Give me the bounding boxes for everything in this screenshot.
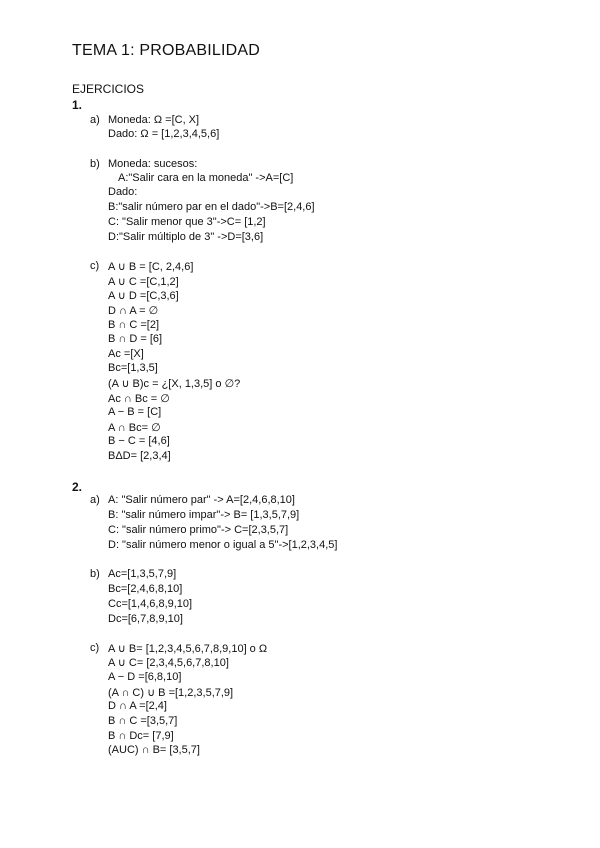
part-label: a) [90,494,100,506]
text-line: B ∩ C =[2] [108,319,160,331]
text-line: (A ∪ B)c = ¿[X, 1,3,5] o ∅? [108,378,241,390]
text-line: A:"Salir cara en la moneda" ->A=[C] [118,172,294,184]
part-label: b) [90,568,100,580]
text-line: A ∪ B = [C, 2,4,6] [108,261,194,273]
exercise-number: 2. [72,480,83,494]
text-line: Dc=[6,7,8,9,10] [108,613,183,625]
text-line: Moneda: sucesos: [108,158,198,170]
text-line: A ∪ B= [1,2,3,4,5,6,7,8,9,10] o Ω [108,643,268,655]
text-line: B − C = [4,6] [108,435,170,447]
page-title: TEMA 1: PROBABILIDAD [72,42,261,59]
text-line: B:"salir número par en el dado"->B=[2,4,6] [108,201,315,213]
text-line: A ∪ C =[C,1,2] [108,276,179,288]
text-line: Ac =[X] [108,348,144,360]
part-label: c) [90,642,100,654]
text-line: D:"Salir múltiplo de 3" ->D=[3,6] [108,231,264,243]
section-heading: EJERCICIOS [72,82,145,96]
text-line: A ∪ D =[C,3,6] [108,290,179,302]
text-line: Ac ∩ Bc = ∅ [108,393,170,405]
part-label: a) [90,114,100,126]
text-line: C: "salir número primo"-> C=[2,3,5,7] [108,524,289,536]
text-line: C: "Salir menor que 3"->C= [1,2] [108,216,266,228]
text-line: Cc=[1,4,6,8,9,10] [108,598,193,610]
text-line: Bc=[1,3,5] [108,362,158,374]
text-line: B: "salir número impar"-> B= [1,3,5,7,9] [108,509,300,521]
text-line: Ac=[1,3,5,7,9] [108,568,177,580]
text-line: (A ∩ C) ∪ B =[1,2,3,5,7,9] [108,687,234,699]
text-line: BΔD= [2,3,4] [108,450,171,462]
text-line: Dado: [108,186,138,198]
text-line: D ∩ A =[2,4] [108,700,167,712]
text-line: B ∩ D = [6] [108,333,163,345]
exercise-number: 1. [72,98,83,112]
text-line: (AUC) ∩ B= [3,5,7] [108,744,200,756]
text-line: A − B = [C] [108,406,162,418]
text-line: A − D =[6,8,10] [108,671,182,683]
text-line: A ∩ Bc= ∅ [108,422,161,434]
text-line: A: "Salir número par" -> A=[2,4,6,8,10] [108,494,295,506]
text-line: D ∩ A = ∅ [108,305,159,317]
part-label: c) [90,260,100,272]
text-line: Moneda: Ω =[C, X] [108,114,200,126]
text-line: Dado: Ω = [1,2,3,4,5,6] [108,128,220,140]
text-line: B ∩ Dc= [7,9] [108,730,174,742]
text-line: A ∪ C= [2,3,4,5,6,7,8,10] [108,657,229,669]
text-line: B ∩ C =[3,5,7] [108,715,178,727]
part-label: b) [90,158,100,170]
text-line: Bc=[2,4,6,8,10] [108,583,183,595]
text-line: D: "salir número menor o igual a 5"->[1,2,3,4,5] [108,539,338,551]
